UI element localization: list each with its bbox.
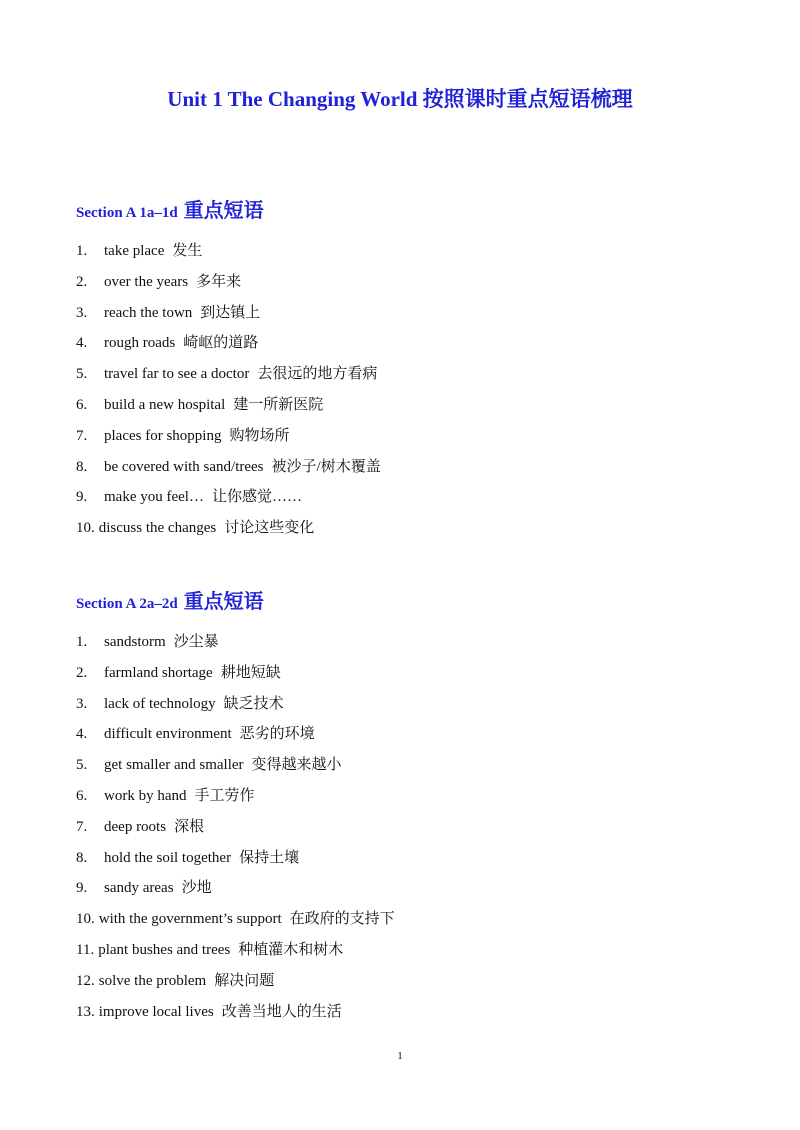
phrase-number: 3. — [76, 304, 88, 321]
phrase-item — [76, 271, 381, 302]
phrase-english: over the years — [104, 273, 189, 290]
phrase-chinese: 被沙子/树木覆盖 — [271, 458, 381, 475]
phrase-item — [76, 785, 395, 816]
phrase-chinese: 去很远的地方看病 — [257, 366, 378, 383]
phrase-chinese: 保持土壤 — [239, 849, 300, 866]
phrase-item — [76, 723, 395, 754]
phrase-chinese: 改善当地人的生活 — [221, 1003, 342, 1020]
phrase-chinese: 让你感觉…… — [211, 489, 302, 506]
phrase-number: 9. — [76, 880, 88, 897]
phrase-number: 12. — [76, 972, 95, 989]
phrase-number: 7. — [76, 427, 88, 444]
phrase-list-1a-1d — [76, 240, 381, 548]
phrase-chinese: 沙地 — [181, 880, 212, 897]
phrase-english: improve local lives — [98, 1003, 214, 1020]
phrase-item — [76, 908, 395, 939]
phrase-chinese: 崎岖的道路 — [183, 335, 259, 352]
phrase-chinese: 发生 — [172, 243, 203, 259]
phrase-number: 3. — [76, 695, 88, 712]
section-heading-cn: 重点短语 — [183, 591, 264, 613]
phrase-english: lack of technology — [104, 695, 216, 712]
phrase-chinese: 解决问题 — [214, 972, 275, 989]
phrase-item — [76, 486, 381, 517]
phrase-number: 10. — [76, 911, 95, 928]
phrase-chinese: 变得越来越小 — [251, 757, 342, 774]
phrase-number: 7. — [76, 818, 88, 835]
phrase-english: get smaller and smaller — [104, 757, 244, 774]
phrase-item — [76, 939, 395, 970]
phrase-chinese: 手工劳作 — [194, 787, 255, 804]
phrase-english: reach the town — [104, 304, 193, 321]
phrase-number: 8. — [76, 849, 88, 866]
phrase-item — [76, 970, 395, 1001]
phrase-list-2a-2d — [76, 631, 395, 1031]
section-heading-1a-1d — [76, 196, 264, 227]
phrase-chinese: 沙尘暴 — [173, 634, 219, 650]
section-heading-cn: 重点短语 — [183, 200, 264, 222]
phrase-item — [76, 332, 381, 363]
section-heading-en: Section A 2a–2d — [76, 596, 178, 612]
phrase-chinese: 购物场所 — [229, 427, 290, 444]
phrase-number: 5. — [76, 757, 88, 774]
phrase-chinese: 在政府的支持下 — [289, 911, 395, 928]
phrase-item — [76, 631, 395, 662]
phrase-chinese: 深根 — [174, 818, 205, 835]
section-heading-2a-2d — [76, 587, 264, 618]
phrase-item — [76, 662, 395, 693]
phrase-english: difficult environment — [104, 726, 232, 743]
phrase-item — [76, 302, 381, 333]
phrase-english: farmland shortage — [104, 664, 213, 681]
phrase-chinese: 讨论这些变化 — [224, 520, 315, 537]
phrase-number: 4. — [76, 335, 88, 352]
phrase-english: with the government’s support — [98, 911, 282, 928]
phrase-number: 4. — [76, 726, 88, 743]
phrase-item — [76, 1001, 395, 1032]
phrase-english: travel far to see a doctor — [104, 366, 250, 383]
phrase-number: 13. — [76, 1003, 95, 1020]
phrase-item — [76, 240, 381, 271]
phrase-item — [76, 877, 395, 908]
phrase-chinese: 缺乏技术 — [223, 695, 284, 712]
phrase-number: 1. — [76, 634, 88, 650]
section-heading-en: Section A 1a–1d — [76, 205, 178, 221]
phrase-chinese: 建一所新医院 — [233, 396, 324, 413]
phrase-english: take place — [104, 243, 165, 259]
phrase-english: deep roots — [104, 818, 167, 835]
phrase-item — [76, 517, 381, 548]
phrase-english: hold the soil together — [104, 849, 232, 866]
phrase-english: be covered with sand/trees — [104, 458, 264, 475]
phrase-number: 6. — [76, 396, 88, 413]
phrase-chinese: 耕地短缺 — [220, 664, 281, 681]
phrase-number: 6. — [76, 787, 88, 804]
phrase-item — [76, 816, 395, 847]
phrase-item — [76, 363, 381, 394]
phrase-item — [76, 425, 381, 456]
phrase-item — [76, 847, 395, 878]
phrase-english: make you feel… — [104, 489, 204, 506]
phrase-english: rough roads — [104, 335, 176, 352]
phrase-item — [76, 394, 381, 425]
phrase-number: 9. — [76, 489, 88, 506]
phrase-number: 1. — [76, 243, 88, 259]
phrase-item — [76, 456, 381, 487]
phrase-english: solve the problem — [98, 972, 207, 989]
phrase-english: build a new hospital — [104, 396, 226, 413]
phrase-number: 10. — [76, 520, 95, 537]
phrase-english: plant bushes and trees — [98, 941, 231, 958]
page-number: 1 — [397, 1050, 403, 1062]
phrase-item — [76, 754, 395, 785]
phrase-english: places for shopping — [104, 427, 222, 444]
phrase-english: discuss the changes — [98, 520, 217, 537]
phrase-item — [76, 693, 395, 724]
phrase-number: 8. — [76, 458, 88, 475]
phrase-number: 2. — [76, 664, 88, 681]
phrase-number: 2. — [76, 273, 88, 290]
phrase-chinese: 种植灌木和树木 — [238, 941, 344, 958]
phrase-english: sandy areas — [104, 880, 174, 897]
phrase-chinese: 到达镇上 — [200, 304, 261, 321]
phrase-chinese: 多年来 — [196, 273, 242, 290]
page-title: Unit 1 The Changing World 按照课时重点短语梳理 — [167, 87, 633, 111]
phrase-number: 5. — [76, 366, 88, 383]
phrase-chinese: 恶劣的环境 — [239, 726, 315, 743]
phrase-number: 11. — [76, 941, 95, 958]
phrase-english: work by hand — [104, 787, 187, 804]
phrase-english: sandstorm — [104, 634, 166, 650]
